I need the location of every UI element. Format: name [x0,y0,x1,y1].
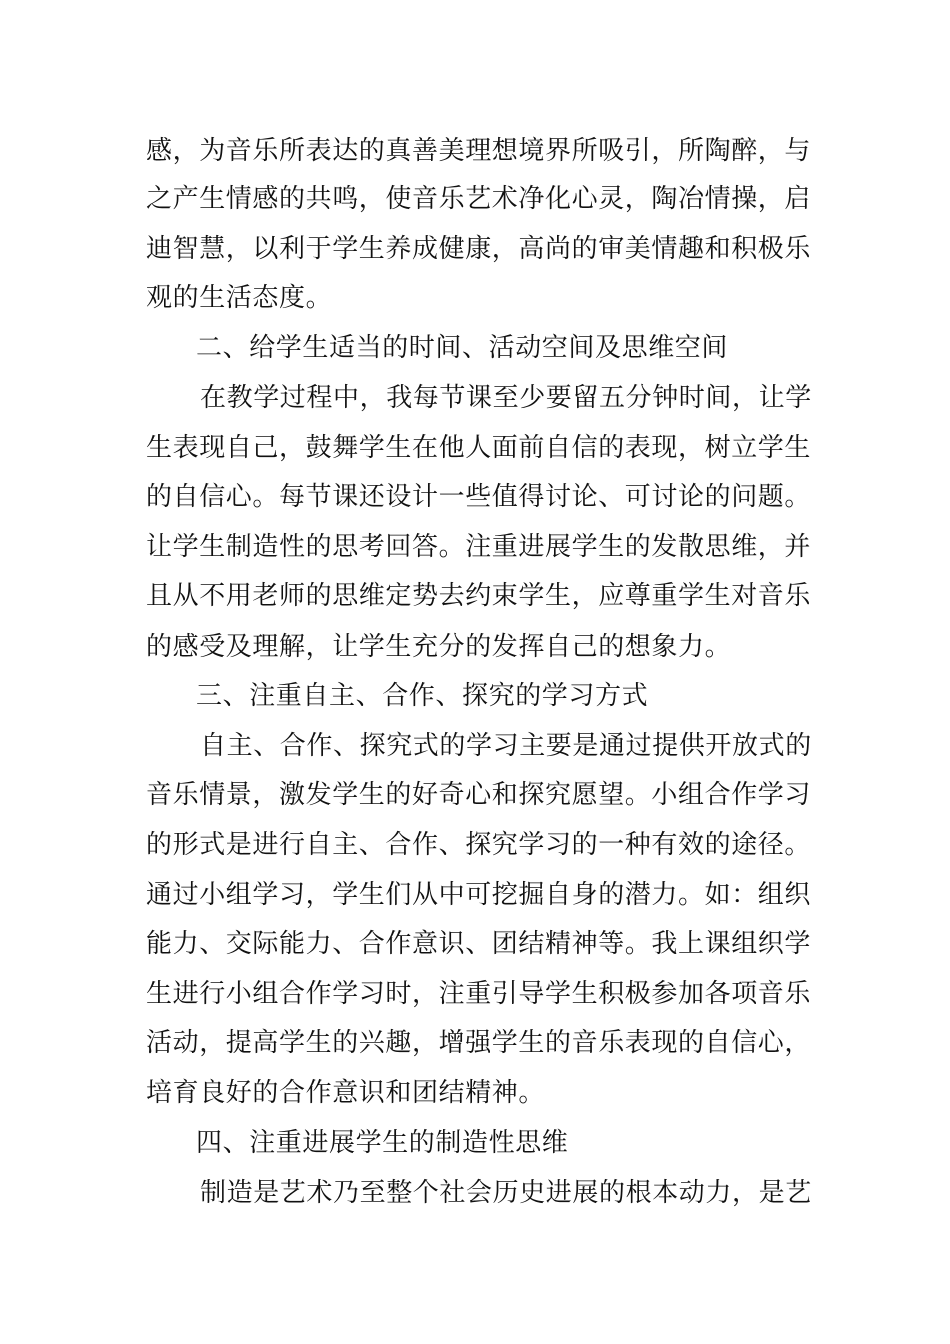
body-text-line: 观的生活态度。 [146,283,333,313]
section-heading: 二、给学生适当的时间、活动空间及思维空间 [196,333,729,363]
body-text-line: 自主、合作、探究式的学习主要是通过提供开放式的 [200,731,812,761]
body-text-line: 音乐情景，激发学生的好奇心和探究愿望。小组合作学习 [146,780,812,810]
body-text-line: 在教学过程中，我每节课至少要留五分钟时间，让学 [200,383,812,413]
body-text-line: 生表现自己，鼓舞学生在他人面前自信的表现，树立学生 [146,433,812,463]
body-text-line: 活动，提高学生的兴趣，增强学生的音乐表现的自信心， [146,1028,812,1058]
body-text-line: 感，为音乐所表达的真善美理想境界所吸引，所陶醉，与 [146,136,812,166]
body-text-line: 的感受及理解，让学生充分的发挥自己的想象力。 [146,632,732,662]
body-text-line: 制造是艺术乃至整个社会历史进展的根本动力，是艺 [200,1178,812,1208]
body-text-line: 的自信心。每节课还设计一些值得讨论、可讨论的问题。 [146,482,812,512]
body-text-line: 让学生制造性的思考回答。注重进展学生的发散思维，并 [146,532,812,562]
body-text-line: 且从不用老师的思维定势去约束学生，应尊重学生对音乐 [146,581,812,611]
body-text-line: 通过小组学习，学生们从中可挖掘自身的潜力。如：组织 [146,880,812,910]
body-text-line: 培育良好的合作意识和团结精神。 [146,1078,546,1108]
body-text-line: 迪智慧，以利于学生养成健康，高尚的审美情趣和积极乐 [146,234,812,264]
section-heading: 三、注重自主、合作、探究的学习方式 [196,681,649,711]
section-heading: 四、注重进展学生的制造性思维 [196,1128,569,1158]
body-text-line: 的形式是进行自主、合作、探究学习的一种有效的途径。 [146,830,812,860]
body-text-line: 之产生情感的共鸣，使音乐艺术净化心灵，陶冶情操，启 [146,184,812,214]
body-text-line: 能力、交际能力、合作意识、团结精神等。我上课组织学 [146,929,812,959]
body-text-line: 生进行小组合作学习时，注重引导学生积极参加各项音乐 [146,979,812,1009]
